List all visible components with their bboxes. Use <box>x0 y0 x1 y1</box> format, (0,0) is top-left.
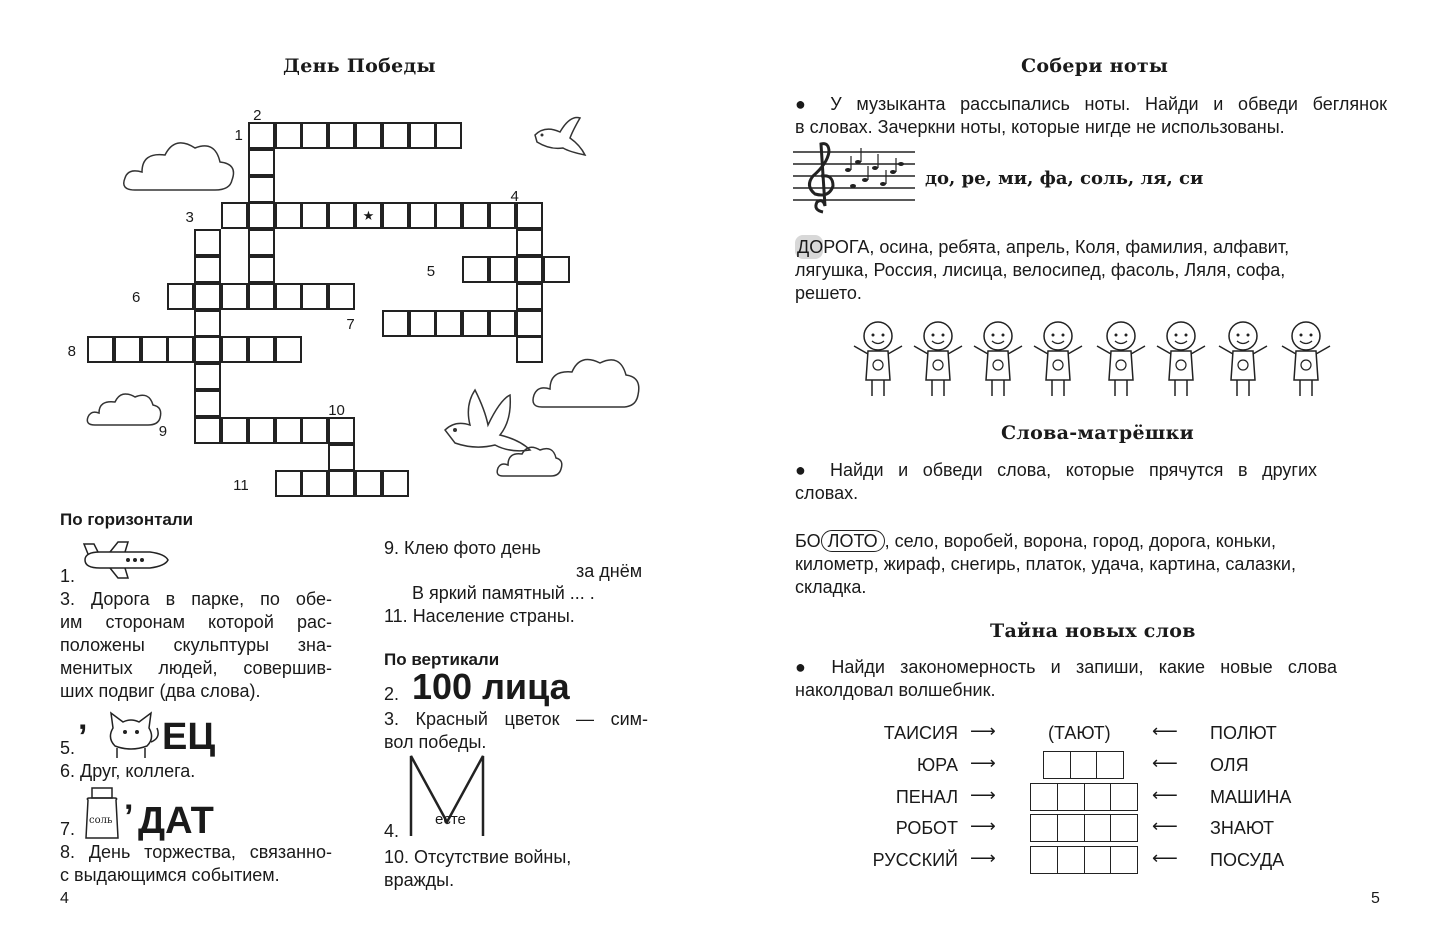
notes-list: до, ре, ми, фа, соль, ля, си <box>925 168 1204 189</box>
crossword-cell <box>275 283 302 310</box>
puzzle-left-word: РУССКИЙ <box>872 850 958 870</box>
crossword-cell <box>167 283 194 310</box>
crossword-cell <box>516 229 543 256</box>
puzzle-left-word: ТАИСИЯ <box>883 723 958 743</box>
crossword-cell <box>248 256 275 283</box>
crossword-cell <box>221 336 248 363</box>
highlighted-note: ДО <box>797 237 824 257</box>
clue-v10-line: вражды. <box>384 870 455 890</box>
section-title-new-words: Тайна новых слов <box>990 620 1196 642</box>
clue-h9-line: 9. Клею фото день <box>384 538 541 558</box>
salt-jar-icon <box>80 786 124 842</box>
crossword-cell <box>194 390 221 417</box>
crossword-number: 10 <box>328 402 345 420</box>
words-line: лягушка, Россия, лисица, велосипед, фасоль, Ляля, софа, <box>795 260 1286 280</box>
arrow-right-icon: ⟶ <box>970 753 996 773</box>
airplane-icon <box>80 540 170 580</box>
puzzle-answer-example: (ТАЮТ) <box>1048 723 1111 743</box>
clue-h3-line: ших подвиг (два слова). <box>60 681 261 701</box>
words-line: решето. <box>795 283 862 303</box>
arrow-left-icon: ⟵ <box>1152 721 1178 741</box>
puzzle-right-word: ПОЛЮТ <box>1210 723 1277 743</box>
child-icon <box>850 318 906 400</box>
crossword-cell <box>301 417 328 444</box>
words-line: километр, жираф, снегирь, платок, удача, картина, салазки, <box>795 554 1296 574</box>
crossword-cell <box>355 470 382 497</box>
crossword-cell <box>328 444 355 471</box>
clue-v3-line: вол победы. <box>384 732 487 752</box>
vertical-heading: По вертикали <box>384 650 500 669</box>
clue-h8-line: с выдающимся событием. <box>60 865 280 885</box>
child-icon <box>1278 318 1334 400</box>
crossword-cell <box>194 363 221 390</box>
crossword-number: 9 <box>158 423 168 441</box>
clue-h3-line: положены скульптуры зна- <box>60 635 332 655</box>
child-icon <box>910 318 966 400</box>
puzzle-right-word: ЗНАЮТ <box>1210 818 1275 838</box>
clue-v3 <box>384 708 648 754</box>
clue-h3-line: менитых людей, совершив- <box>60 658 332 678</box>
crossword-cell <box>194 256 221 283</box>
crossword-cell <box>194 229 221 256</box>
crossword-cell <box>462 202 489 229</box>
crossword-number: 5 <box>426 262 436 280</box>
crossword-cell <box>382 310 409 337</box>
puzzle-right-word: МАШИНА <box>1210 787 1292 807</box>
crossword-cell <box>382 470 409 497</box>
crossword-cell <box>516 256 543 283</box>
crossword-cell <box>221 202 248 229</box>
rebus-v2-text: 100 лица <box>412 666 570 707</box>
crossword-cell <box>435 310 462 337</box>
child-icon <box>1093 318 1149 400</box>
crossword-cell <box>248 202 275 229</box>
crossword-cell <box>435 122 462 149</box>
crossword-cell <box>516 310 543 337</box>
crossword-cell <box>248 336 275 363</box>
clue-v2-number: 2. <box>384 684 400 704</box>
crossword-cell <box>248 149 275 176</box>
crossword-cell <box>328 283 355 310</box>
crossword-cell <box>194 336 221 363</box>
child-icon <box>1215 318 1271 400</box>
clue-v10-line: 10. Отсутствие войны, <box>384 847 572 867</box>
clue-h11: 11. Население страны. <box>384 606 575 626</box>
crossword-cell <box>167 336 194 363</box>
crossword-cell <box>301 470 328 497</box>
puzzle-left-word: РОБОТ <box>895 818 958 838</box>
words-with-notes <box>795 236 1387 305</box>
crossword-cell <box>275 470 302 497</box>
crossword-cell <box>355 122 382 149</box>
clue-h1-number: 1. <box>60 566 76 586</box>
page-number-left: 4 <box>60 890 69 907</box>
crossword-cell <box>435 202 462 229</box>
crossword-cell <box>248 176 275 203</box>
crossword-cell <box>516 283 543 310</box>
crossword-cell <box>328 122 355 149</box>
crossword-number: 6 <box>131 289 141 307</box>
crossword-cell <box>194 310 221 337</box>
crossword-cell <box>462 310 489 337</box>
section-title-nested-words: Слова-матрёшки <box>1001 422 1194 444</box>
answer-boxes[interactable] <box>1030 846 1138 874</box>
words-line: , село, воробей, ворона, город, дорога, коньки, <box>884 531 1277 551</box>
crossword-number: 3 <box>185 209 194 227</box>
horizontal-heading: По горизонтали <box>60 510 194 529</box>
comma-mark: ’ <box>124 798 134 836</box>
crossword-cell <box>248 229 275 256</box>
clue-v3-line: 3. Красный цветок — сим- <box>384 709 648 729</box>
crossword-number: 1 <box>234 127 243 145</box>
music-staff-icon <box>793 140 918 218</box>
crossword-cell <box>275 202 302 229</box>
crossword-cell <box>275 122 302 149</box>
task-line: ● У музыканта рассыпались ноты. Найди и обведи беглянок <box>795 94 1387 114</box>
section-title-notes: Собери ноты <box>1021 55 1169 77</box>
task-notes <box>795 93 1387 139</box>
answer-boxes[interactable] <box>1043 751 1124 779</box>
clue-h8 <box>60 841 332 887</box>
crossword-cell <box>194 283 221 310</box>
cloud-icon <box>120 130 240 200</box>
crossword-cell <box>409 310 436 337</box>
crossword-cell <box>221 417 248 444</box>
clue-h9-line: за днём <box>576 561 643 581</box>
puzzle-left-word: ПЕНАЛ <box>895 787 958 807</box>
task-line: наколдовал волшебник. <box>795 680 996 700</box>
crossword-cell <box>221 283 248 310</box>
answer-boxes[interactable] <box>1030 814 1138 842</box>
crossword-cell <box>382 202 409 229</box>
nested-words-list <box>795 530 1387 599</box>
crossword-cell <box>248 283 275 310</box>
answer-boxes[interactable] <box>1030 783 1138 811</box>
crossword-cell <box>462 256 489 283</box>
salt-jar-label: соль <box>89 815 113 826</box>
crossword-cell <box>382 122 409 149</box>
crossword-cell <box>409 202 436 229</box>
crossword-cell <box>194 417 221 444</box>
crossword-cell <box>301 122 328 149</box>
rebus-v4-text: есте <box>435 811 466 828</box>
crossword-number: 4 <box>510 187 519 205</box>
arrow-right-icon: ⟶ <box>970 721 996 741</box>
crossword-cell <box>275 417 302 444</box>
crossword-cell <box>409 122 436 149</box>
circled-word: ЛОТО <box>821 530 885 552</box>
child-icon <box>1030 318 1086 400</box>
crossword-cell <box>489 256 516 283</box>
arrow-right-icon: ⟶ <box>970 848 996 868</box>
crossword-cell <box>543 256 570 283</box>
arrow-right-icon: ⟶ <box>970 816 996 836</box>
cat-icon <box>103 708 161 760</box>
crossword-cell <box>87 336 114 363</box>
crossword-cell <box>328 202 355 229</box>
task-line: словах. <box>795 483 859 503</box>
task-new-words <box>795 656 1337 702</box>
clue-h3-line: 3. Дорога в парке, по обе- <box>60 589 332 609</box>
clue-h3-line: им сторонам которой рас- <box>60 612 332 632</box>
child-icon <box>1153 318 1209 400</box>
clue-h8-line: 8. День торжества, связанно- <box>60 842 332 862</box>
bird-icon <box>525 110 590 165</box>
puzzle-right-word: ПОСУДА <box>1210 850 1285 870</box>
clue-h9-line: В яркий памятный ... . <box>412 583 595 603</box>
arrow-left-icon: ⟵ <box>1152 753 1178 773</box>
crossword-cell <box>489 202 516 229</box>
crossword-cell <box>516 202 543 229</box>
crossword-cell <box>248 417 275 444</box>
cloud-icon <box>530 345 645 415</box>
clue-h5-number: 5. <box>60 738 76 758</box>
clue-v10 <box>384 846 571 892</box>
crossword-cell <box>248 122 275 149</box>
child-icon <box>970 318 1026 400</box>
clue-h7-number: 7. <box>60 819 76 839</box>
rebus-h7-text: ДАТ <box>138 800 214 842</box>
comma-mark: ’ <box>78 718 88 756</box>
arrow-left-icon: ⟵ <box>1152 816 1178 836</box>
crossword-cell <box>489 310 516 337</box>
page-number-right: 5 <box>1371 890 1380 907</box>
clue-h3 <box>60 588 332 703</box>
crossword-number: 7 <box>346 316 355 334</box>
task-line: ● Найди закономерность и запиши, какие новые слова <box>795 657 1337 677</box>
puzzle-right-word: ОЛЯ <box>1210 755 1249 775</box>
crossword-cell <box>328 470 355 497</box>
crossword-cell <box>275 336 302 363</box>
words-line: РОГА, осина, ребята, апрель, Коля, фамилия, алфавит, <box>823 237 1290 257</box>
cloud-icon <box>495 440 565 480</box>
arrow-left-icon: ⟵ <box>1152 785 1178 805</box>
task-nested-words <box>795 459 1317 505</box>
words-line: складка. <box>795 577 867 597</box>
crossword-number: 8 <box>67 343 76 361</box>
arrow-right-icon: ⟶ <box>970 785 996 805</box>
task-line: в словах. Зачеркни ноты, которые нигде не использованы. <box>795 117 1285 137</box>
clue-v4-number: 4. <box>384 821 400 841</box>
crossword-cell <box>114 336 141 363</box>
crossword-cell <box>301 202 328 229</box>
page-title-victory-day: День Победы <box>283 55 436 77</box>
crossword-cell <box>328 417 355 444</box>
crossword-cell <box>301 283 328 310</box>
arrow-left-icon: ⟵ <box>1152 848 1178 868</box>
task-line: ● Найди и обведи слова, которые прячутся в других <box>795 460 1317 480</box>
word-prefix: БО <box>795 531 821 551</box>
crossword-number: 2 <box>253 107 262 125</box>
crossword-number: 11 <box>233 477 249 495</box>
puzzle-left-word: ЮРА <box>917 755 958 775</box>
rebus-h5-text: ЕЦ <box>162 716 216 758</box>
crossword-cell: ★ <box>355 202 382 229</box>
clue-h6: 6. Друг, коллега. <box>60 761 196 781</box>
crossword-cell <box>141 336 168 363</box>
cloud-icon <box>85 385 165 430</box>
